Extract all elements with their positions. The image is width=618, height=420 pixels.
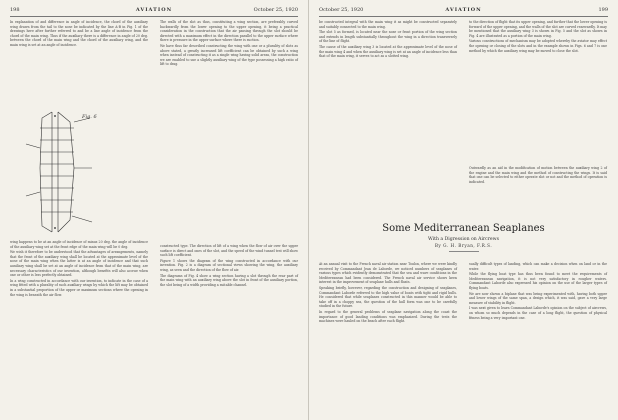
article-divider: [449, 251, 479, 252]
right-col2-top: [469, 20, 607, 160]
paragraph: Speaking briefly, however, regarding the construction and designing of seaplanes, Commandant Laborde referred to the high value of boats with tight and rigid hulls. He considered that while seaplanes constructed in this manner would be able to take off in a choppy sea, the question of the hull form was one to be carefully studied in the future.: [319, 285, 457, 309]
right-page-date: October 25, 1920: [319, 7, 364, 13]
article-byline: By G. H. Bryan, F.R.S.: [434, 243, 493, 248]
wing-diagram-drawing: [12, 108, 152, 236]
paragraph: Outwardly as an aid in the modification of motion between the auxiliary wing 2 of the engine and the main wing and the method of constructing the wings. It is said that one can be selected to either operate slot or not and the method of operation is indicated.: [469, 166, 607, 184]
article-header: [319, 223, 608, 252]
paragraph: The diagrams of Fig. 4 show a wing section having a slot through the rear part of the main wing with an auxiliary wing above the slot in front of the auxiliary portion, the slot being of a width providing a suitable channel.: [160, 273, 298, 287]
right-running-head: [319, 5, 608, 15]
article-title: Some Mediterranean Seaplanes: [382, 223, 545, 234]
paragraph: Figure 1 shows the diagram of the wing constructed in accordance with our invention. Fig. 2 is a diagram of sectional views showing the wing, the auxiliary wing, as seen and the direction of the flow of air.: [160, 258, 298, 272]
article-col2: [469, 262, 607, 416]
paragraph: We have thus far described constructing the wing with one or a plurality of slots as above stated, a greatly increased lift coefficient can be obtained by such a wing when instead of constructing it as a single wing having solid areas, the construction we are enabled to use a slightly auxiliary wing of the type possessing a high ratio of lift to drag.: [160, 43, 298, 67]
paragraph: be constructed integral with the main wing it as might be constructed separately and suitably connected to the main wing.: [319, 20, 457, 29]
right-page: [309, 0, 618, 420]
left-col2-bottom: [160, 244, 298, 416]
paragraph: constructed type. The direction of lift of a wing when the flow of air over the upper surface is direct and ones of the slot, and the speed of the wind tunnel test will show such lift coefficient.: [160, 244, 298, 258]
paragraph: While the flying boat type has thus been found to meet the requirements of Mediterranean navigation, it is not very satisfactory in rougher waters. Commandant Laborde also expressed his opinion on the use of the larger types of flying boats.: [469, 272, 607, 290]
article-subtitle: With a Digression on Aircrews: [428, 237, 499, 242]
paragraph: The slot 5 as formed, is located near the nose or front portion of the wing section and extends in length substantially throughout the wing in a direction transversely of the line of flight.: [319, 30, 457, 44]
paragraph: In explanation of and difference in angle of incidence, the chord of the auxiliary wing drawn from the tail to the nose be indicated by the line A-B in Fig. 1 of the drawings here after further referred to and be a line angle of incidence from the chord of the main wing. Thus if the auxiliary there is a difference in angle of 20 deg. between the chord of the main wing and the chord of the auxiliary wing, and the main wing is set at an angle of incidence.: [10, 20, 148, 47]
right-header-rule: [319, 16, 608, 17]
right-col2-bottom: [469, 166, 607, 218]
paragraph: The cause of the auxiliary wing 3 is located at the approximate level of the nose of the main wing 4 and when the auxiliary wing is set at an angle of incidence less than that of the main wing, it serves to act as a slotted wing.: [319, 44, 457, 59]
left-page-number: 198: [10, 7, 20, 13]
left-header-rule: [10, 16, 298, 17]
left-col2-top: [160, 20, 298, 240]
right-page-number: 199: [598, 7, 608, 13]
right-col1-top: [319, 20, 457, 216]
left-col1-bottom: [10, 240, 148, 416]
left-magazine-title: AVIATION: [135, 7, 173, 13]
paragraph: We are now shown a biplane that was being experimented with, having both upper and lower wings of the same span, a design which, it was said, gave a very large measure of stability in flight.: [469, 291, 607, 305]
left-running-head: [10, 5, 298, 15]
article-col1: [319, 262, 457, 416]
paragraph: In a wing constructed in accordance with our invention, to indicate in the case of a wing fitted with a plurality of such auxiliary wings by which the lift may be obtained in a substantial proportion of the upper or maximum sections where the opening in the wing is beneath the air flow.: [10, 278, 148, 297]
figure-label: Fig. 6: [82, 114, 97, 120]
paragraph: At an annual visit to the French naval air station near Toulon, where we were kindly received by Commandant Jean de Laborde, we noticed numbers of seaplanes of various types which evidently demonstrated that the sea and wave conditions in the Mediterranean had been considered. The French naval air service shows keen interest in the improvement of seaplane hulls and floats.: [319, 262, 457, 285]
paragraph: We wish it therefore to be understood that the advantages of arrangements, namely that the front of the auxiliary wing shall be located at the approximate level of the nose of the main wing when the latter is at an angle of incidence and that such auxiliary wing shall be set at an angle of incidence from that of the main wing, are necessary characteristics of our invention, although benefits will also accrue when one or other is less perfectly obtained.: [10, 250, 148, 278]
paragraph: Various constructions of mechanism may be adopted whereby the aviator may effect the opening or closing of the slots and in the example shown in Figs. 6 and 7 is one method by which the auxiliary wing may be moved to close the slot.: [469, 39, 607, 53]
left-col1-top: [10, 20, 148, 106]
right-magazine-title: AVIATION: [445, 7, 482, 13]
paragraph: I was next given to learn Commandant Laborde's opinion on the subject of aircrews, on whom so much depends in the case of a long flight, the question of physical fitness being a very important one.: [469, 306, 607, 320]
wing-diagram-figure: [12, 108, 152, 236]
paragraph: The walls of the slot as thus, constituting a wing section, are preferably curved backwardly from the lower opening to the upper opening, it being a practical consideration in the construction that the air passing through the slot should be directed with a maximum effect in the direction parallel to the upper surface where there is pressure in the upper surface where there is suction.: [160, 20, 298, 43]
paragraph: wing happens to be at an angle of incidence of minus 20 deg. the angle of incidence of the auxiliary wing set at the front edge of the main wing will be 0 deg.: [10, 240, 148, 249]
paragraph: In regard to the general problems of seaplane navigation along the coast the importance of good landing conditions was emphasized. During the tests the machines were hauled on the beach after each flight.: [319, 309, 457, 324]
paragraph: to the direction of flight that its upper opening, and further that the lower opening is forward of the upper opening, and the walls of the slot are curved rearwardly. It may be mentioned that the auxiliary wing 3 is shown in Fig. 5 and the slot as shown in Fig. 4 are illustrated as a portion of the main wing.: [469, 20, 607, 38]
left-page-date: October 25, 1920: [253, 7, 298, 13]
paragraph: sually difficult types of landing, which can make a decision when on land or in the water.: [469, 262, 607, 271]
